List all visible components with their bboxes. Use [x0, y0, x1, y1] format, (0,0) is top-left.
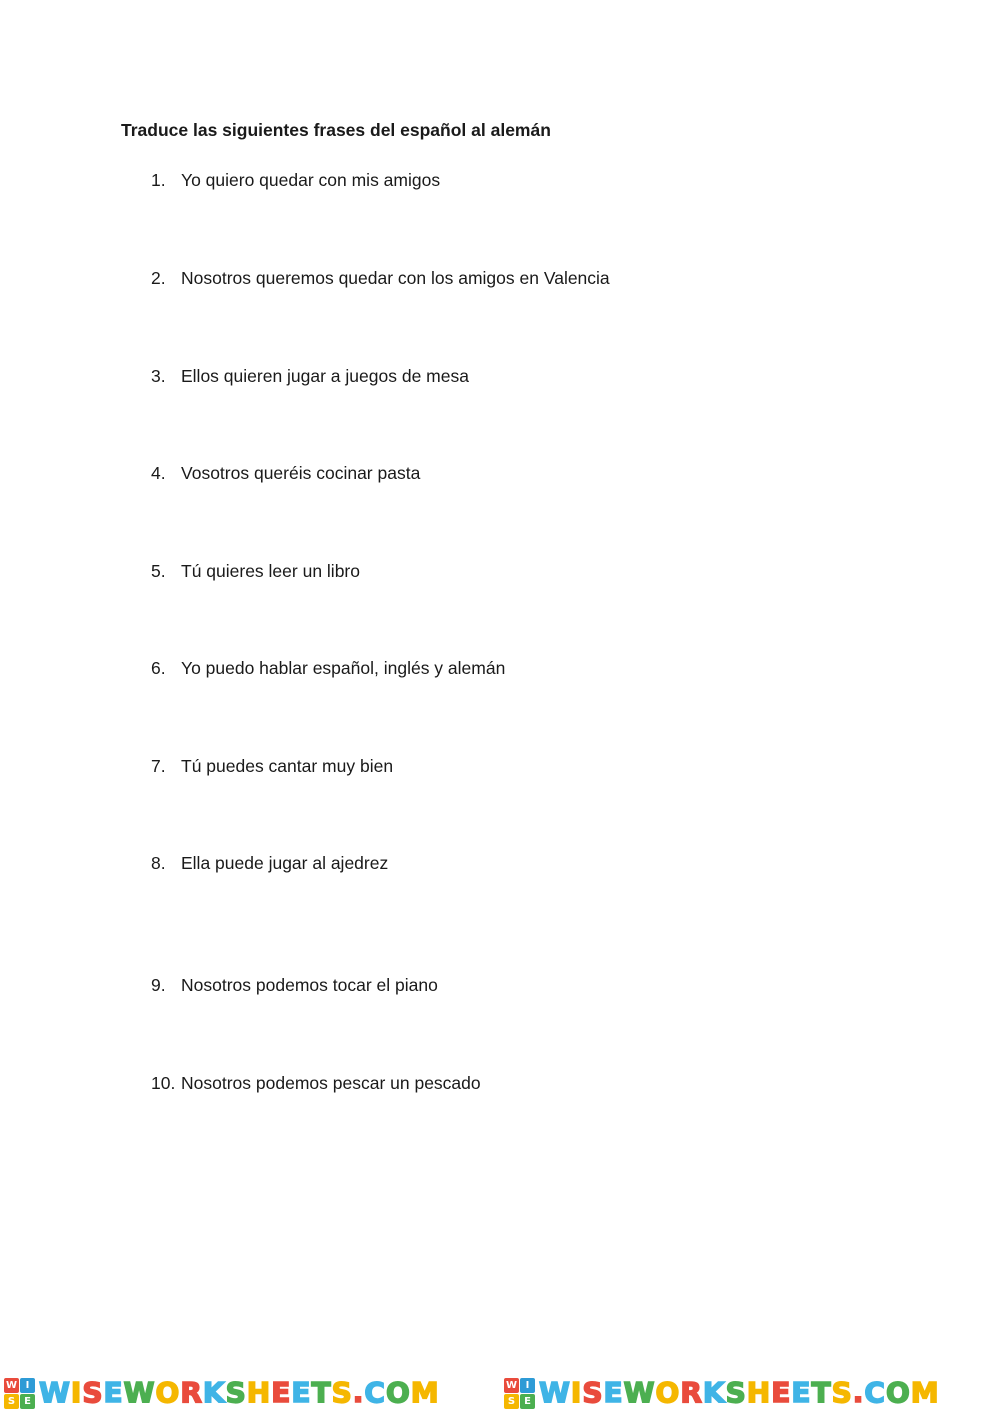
brand-logo [4, 1376, 440, 1410]
item-number: 2. [151, 268, 166, 288]
wordmark-letter: E [771, 1376, 792, 1409]
wordmark-letter: E [271, 1376, 292, 1409]
item-number: 10. [151, 1073, 176, 1093]
logo-letter: I [520, 1378, 535, 1393]
item-text: Yo quiero quedar con mis amigos [181, 170, 441, 190]
item-number: 5. [151, 561, 166, 581]
item-text: Nosotros podemos pescar un pescado [181, 1073, 481, 1093]
logo-letter: W [5, 1379, 18, 1391]
item-text: Tú quieres leer un libro [181, 561, 360, 581]
wordmark-letter: O [155, 1376, 181, 1409]
wordmark-letter: W [39, 1376, 71, 1409]
logo-letter: W [505, 1379, 518, 1391]
logo-letter: I [20, 1378, 35, 1393]
wordmark-letter: T [311, 1376, 332, 1409]
wordmark-letter: I [570, 1376, 583, 1409]
brand-wordmark [39, 1376, 440, 1410]
wordmark-letter: S [725, 1376, 747, 1409]
logo-letter: S [4, 1394, 19, 1409]
wordmark-letter: C [364, 1376, 386, 1409]
wordmark-letter: E [291, 1376, 312, 1409]
wordmark-letter: W [539, 1376, 571, 1409]
wordmark-letter: E [603, 1376, 624, 1409]
item-text: Nosotros podemos tocar el piano [181, 975, 438, 995]
wordmark-letter: M [910, 1376, 940, 1409]
item-number: 1. [151, 170, 166, 190]
wordmark-letter: O [885, 1376, 911, 1409]
wordmark-letter: S [225, 1376, 247, 1409]
brand-wordmark [539, 1376, 940, 1410]
item-number: 8. [151, 853, 166, 873]
item-number: 3. [151, 366, 166, 386]
wordmark-letter: W [623, 1376, 656, 1409]
wordmark-letter: M [410, 1376, 440, 1409]
wordmark-letter: K [702, 1376, 726, 1409]
item-text: Ella puede jugar al ajedrez [181, 853, 389, 873]
logo-grid-icon [504, 1378, 535, 1409]
wordmark-letter: S [82, 1376, 104, 1409]
item-text: Yo puedo hablar español, inglés y alemán [181, 658, 506, 678]
wordmark-letter: R [180, 1376, 203, 1409]
wordmark-letter: H [746, 1376, 772, 1409]
wordmark-letter: . [352, 1376, 365, 1409]
wordmark-letter: W [123, 1376, 156, 1409]
wordmark-letter: O [655, 1376, 681, 1409]
wordmark-letter: S [582, 1376, 604, 1409]
logo-grid-icon [4, 1378, 35, 1409]
wordmark-letter: T [811, 1376, 832, 1409]
wordmark-letter: C [864, 1376, 886, 1409]
wordmark-letter: R [680, 1376, 703, 1409]
worksheet-title: Traduce las siguientes frases del español al alemán [121, 120, 551, 140]
wordmark-letter: S [831, 1376, 853, 1409]
item-number: 6. [151, 658, 166, 678]
item-text: Nosotros queremos quedar con los amigos en Valencia [181, 268, 610, 288]
wordmark-letter: I [70, 1376, 83, 1409]
item-text: Tú puedes cantar muy bien [181, 756, 394, 776]
wordmark-letter: H [246, 1376, 272, 1409]
item-number: 4. [151, 463, 166, 483]
logo-letter: E [20, 1394, 35, 1409]
logo-letter: E [520, 1394, 535, 1409]
wordmark-letter: S [331, 1376, 353, 1409]
brand-logo [504, 1376, 940, 1410]
item-number: 9. [151, 975, 166, 995]
wordmark-letter: E [103, 1376, 124, 1409]
wordmark-letter: E [791, 1376, 812, 1409]
wordmark-letter: K [202, 1376, 226, 1409]
item-text: Vosotros queréis cocinar pasta [181, 463, 421, 483]
wiseworksheets-footer [0, 1374, 1000, 1413]
logo-letter: S [504, 1394, 519, 1409]
item-text: Ellos quieren jugar a juegos de mesa [181, 366, 469, 386]
item-number: 7. [151, 756, 166, 776]
wordmark-letter: O [385, 1376, 411, 1409]
wordmark-letter: . [852, 1376, 865, 1409]
